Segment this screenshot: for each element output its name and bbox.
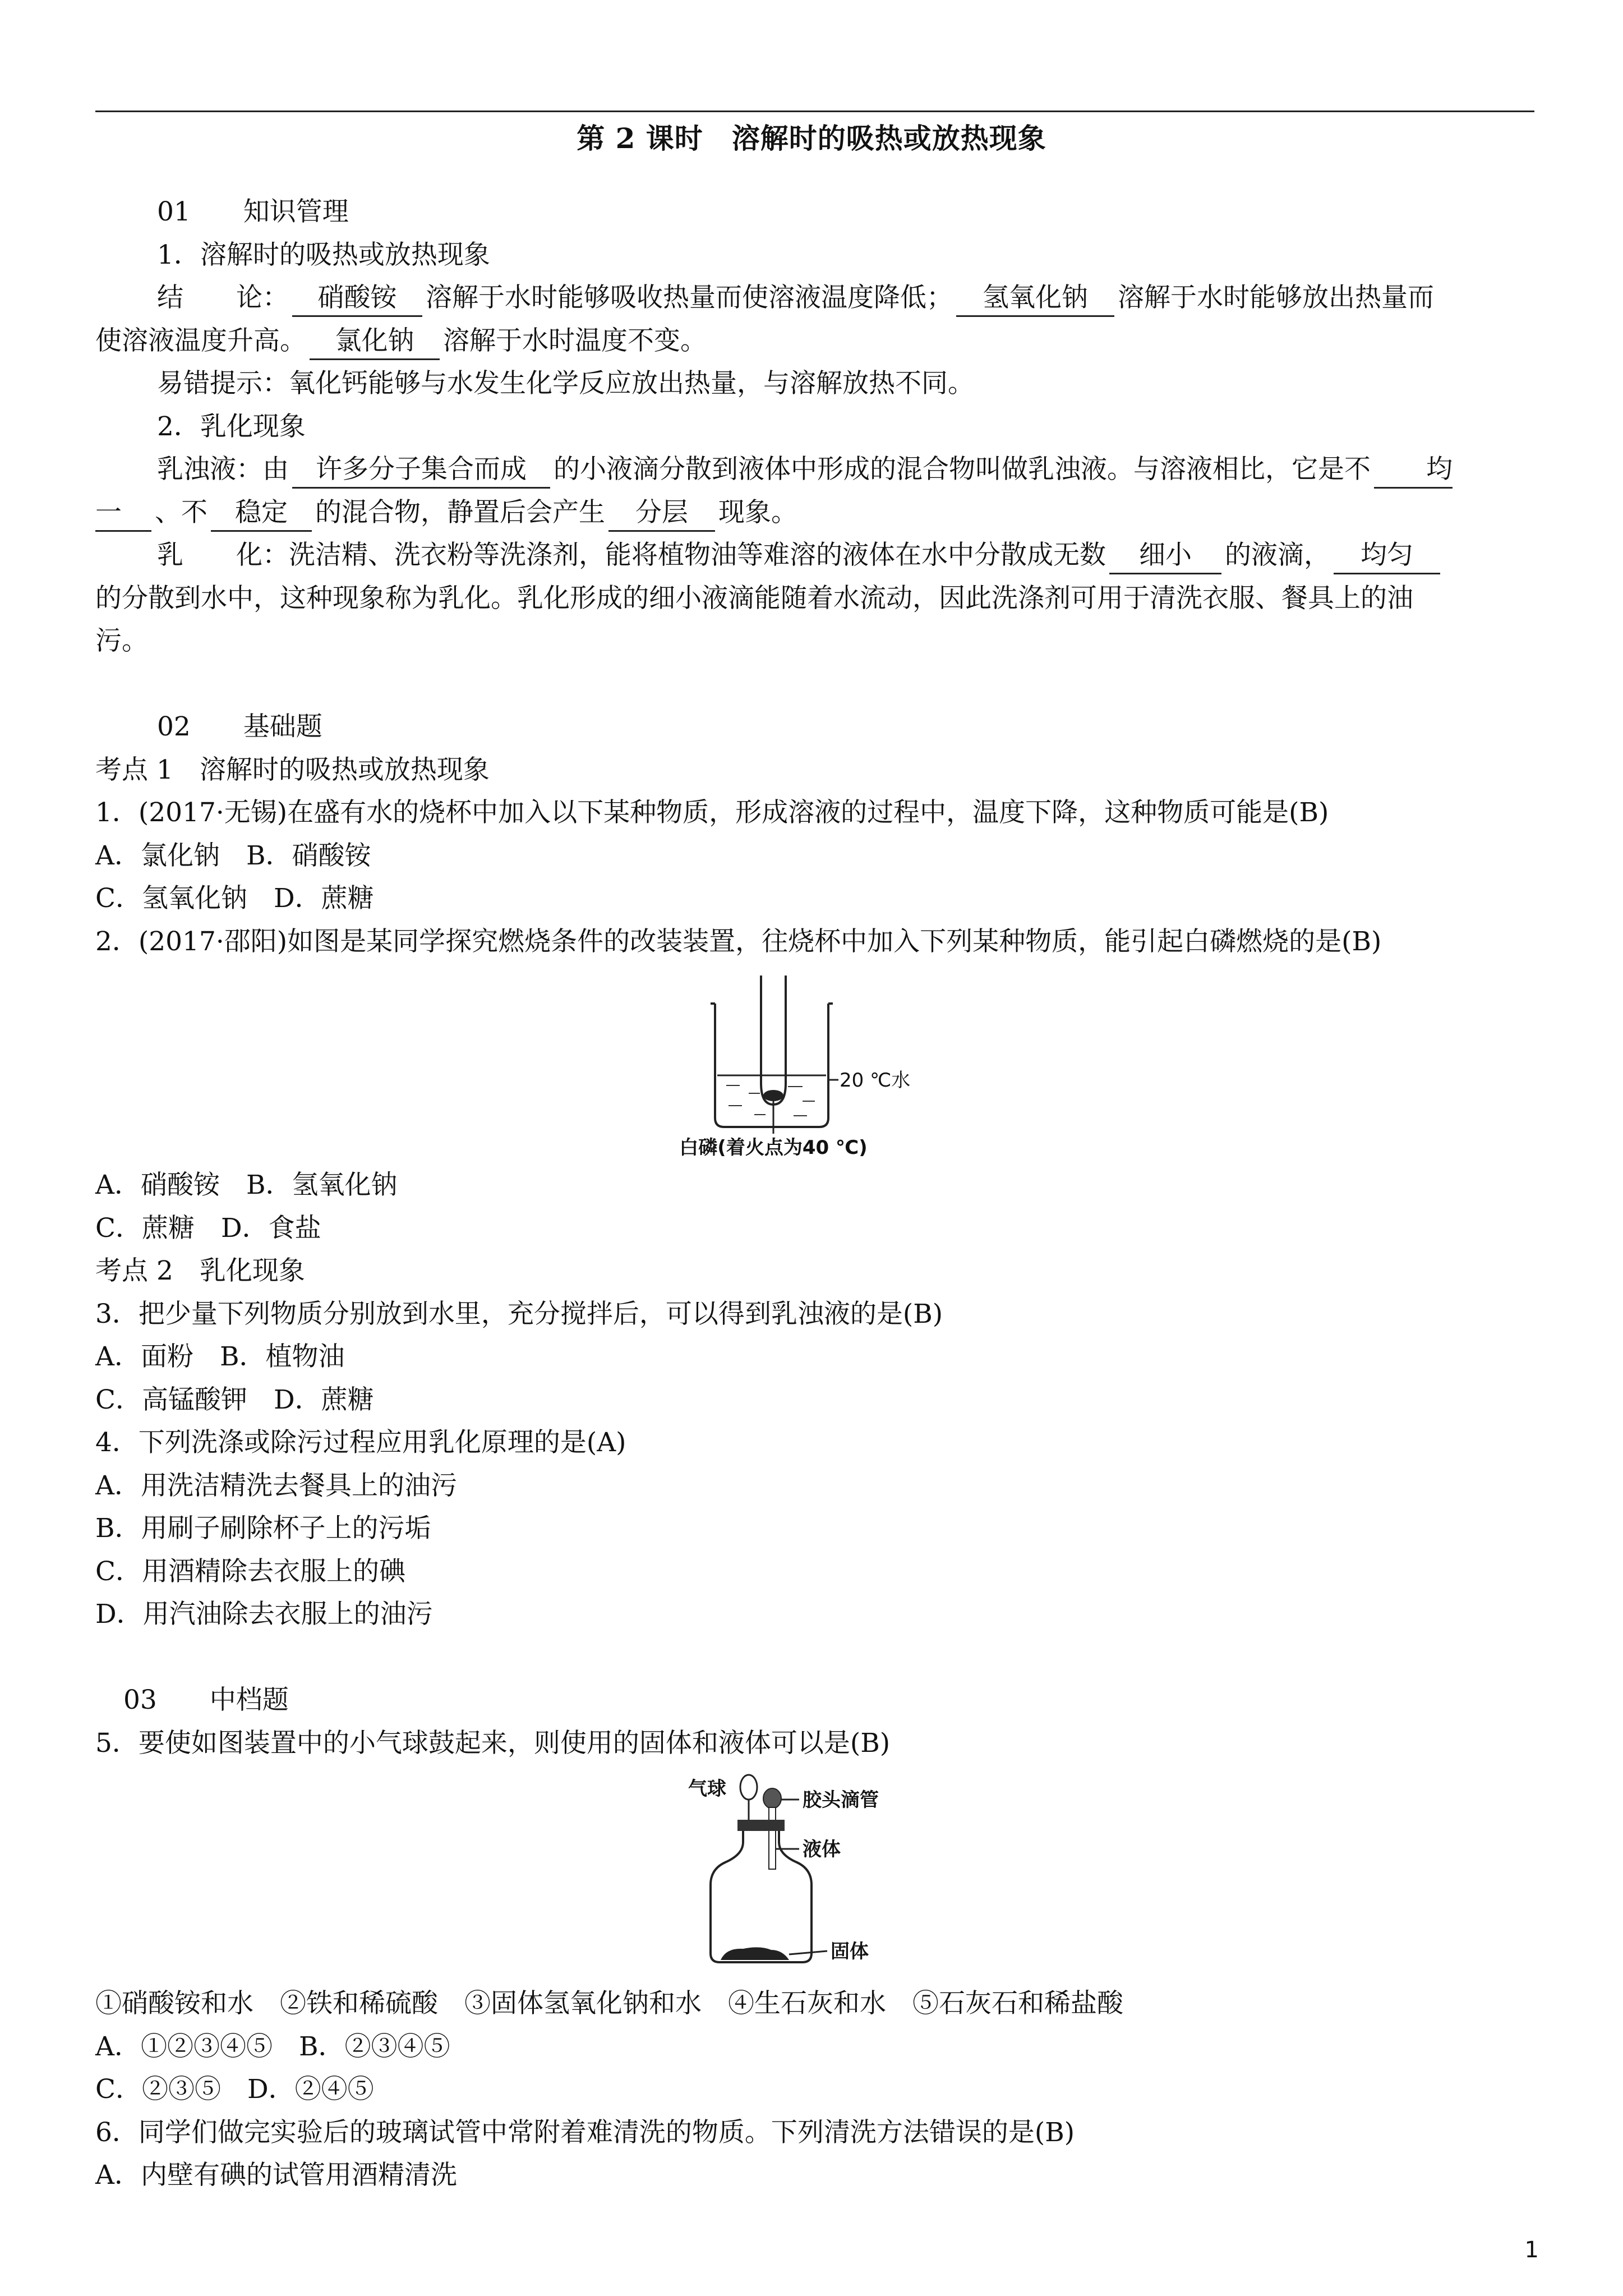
blank-answer: 硝酸铵: [292, 280, 422, 317]
pointer-line: [789, 1951, 827, 1954]
emulsification-line-2: 的分散到水中，这种现象称为乳化。乳化形成的细小液滴能随着水流动，因此洗涤剂可用于清洗衣服、餐具上的油: [95, 582, 1413, 614]
question-1: 1．(2017·无锡)在盛有水的烧杯中加入以下某种物质，形成溶液的过程中，温度下降，这种物质可能是(B): [95, 797, 1329, 828]
figure-flask: [95, 1773, 1537, 1975]
text-span: 洗洁精、洗衣粉等洗涤剂，能将植物油等难溶的液体在水中分散成无数: [289, 540, 1106, 570]
text-span: 的混合物，静置后会产生: [315, 496, 605, 528]
blank-answer: 均: [1374, 452, 1453, 489]
knowledge-heading-1: 1．溶解时的吸热或放热现象: [157, 239, 490, 270]
liquid-label: 液体: [803, 1838, 841, 1861]
dropper-bulb: [763, 1788, 781, 1809]
question-5-options-ab: A．①②③④⑤ B．②③④⑤: [95, 2031, 450, 2062]
test-tube: [761, 976, 786, 1105]
question-2-options-cd: C．蔗糖 D．食盐: [95, 1212, 321, 1244]
beaker-diagram: [670, 971, 962, 1156]
question-1-options-cd: C．氢氧化钠 D．蔗糖: [95, 883, 374, 914]
question-5: 5．要使如图装置中的小气球鼓起来，则使用的固体和液体可以是(B): [95, 1727, 891, 1759]
page-title: 第 2 课时 溶解时的吸热或放热现象: [577, 122, 1046, 155]
blank-answer: 氯化钠: [310, 324, 440, 360]
text-span: 现象。: [718, 496, 797, 528]
question-4-option-d: D．用汽油除去衣服上的油污: [95, 1599, 433, 1630]
dropper-tube: [769, 1807, 776, 1869]
knowledge-point-2: 考点 2 乳化现象: [95, 1255, 305, 1286]
blank-answer: 许多分子集合而成: [292, 452, 550, 489]
text-span: 溶解于水时能够吸收热量而使溶液温度降低；: [426, 282, 953, 313]
spacer: [95, 663, 1537, 706]
text-span: 乳 化：: [157, 540, 289, 570]
emulsification-line-3: 污。: [95, 625, 148, 656]
question-2-options-ab: A．硝酸铵 B．氢氧化钠: [95, 1170, 398, 1200]
text-span: 的液滴，: [1225, 540, 1330, 570]
section-knowledge-heading: 01 知识管理: [157, 196, 349, 227]
blank-answer: 分层: [608, 495, 715, 532]
text-span: 、不: [155, 496, 208, 528]
emulsion-def-line-2: [95, 491, 1537, 535]
stopper: [737, 1820, 785, 1831]
balloon: [740, 1775, 757, 1800]
question-3: 3．把少量下列物质分别放到水里，充分搅拌后，可以得到乳浊液的是(B): [95, 1298, 943, 1329]
blank-answer: 稳定: [211, 495, 312, 532]
flask-diagram: [659, 1773, 973, 1975]
text-span: 溶解于水时能够放出热量而: [1118, 282, 1434, 313]
question-6: 6．同学们做完实验后的玻璃试管中常附着难清洗的物质。下列清洗方法错误的是(B): [95, 2116, 1075, 2148]
question-4-option-a: A．用洗洁精洗去餐具上的油污: [95, 1470, 457, 1501]
text-span: 乳浊液：由: [157, 454, 289, 485]
emulsion-def-line: [95, 448, 1537, 491]
text-span: 使溶液温度升高。: [95, 325, 306, 356]
blank-answer: 氢氧化钠: [956, 280, 1114, 317]
conclusion-label: 结 论：: [157, 282, 289, 313]
question-5-options-cd: C．②③⑤ D．②④⑤: [95, 2074, 374, 2105]
blank-answer: 细小: [1109, 538, 1221, 574]
header-rule: [95, 111, 1534, 112]
text-span: 的小液滴分散到液体中形成的混合物叫做乳浊液。与溶液相比，它是不: [554, 454, 1371, 485]
question-4: 4．下列洗涤或除污过程应用乳化原理的是(A): [95, 1427, 626, 1458]
figure-beaker: [95, 971, 1537, 1156]
question-3-options-cd: C．高锰酸钾 D．蔗糖: [95, 1384, 374, 1415]
blank-answer: 均匀: [1334, 538, 1440, 574]
knowledge-heading-2: 2．乳化现象: [157, 411, 306, 442]
knowledge-point-1: 考点 1 溶解时的吸热或放热现象: [95, 754, 490, 785]
spacer: [95, 1636, 1537, 1680]
question-5-choices: ①硝酸铵和水 ②铁和稀硫酸 ③固体氢氧化钠和水 ④生石灰和水 ⑤石灰石和稀盐酸: [95, 1988, 1123, 2019]
bottle-outline: [711, 1831, 811, 1962]
solid-label: 固体: [831, 1940, 869, 1963]
page-content: [95, 191, 1537, 2197]
text-span: 溶解于水时温度不变。: [443, 325, 707, 356]
solid: [721, 1947, 789, 1960]
section-basic-heading: 02 基础题: [157, 711, 322, 742]
question-4-option-b: B．用刷子刷除杯子上的污垢: [95, 1513, 431, 1544]
white-phosphorus: [763, 1090, 783, 1101]
question-3-options-ab: A．面粉 B．植物油: [95, 1341, 345, 1372]
water-label: 20 ℃水: [840, 1069, 911, 1092]
section-medium-heading: 03 中档题: [123, 1685, 289, 1715]
conclusion-line: [95, 277, 1537, 320]
blank-answer: 一: [95, 495, 151, 532]
question-6-option-a: A．内壁有碘的试管用酒精清洗: [95, 2160, 457, 2191]
question-1-options-ab: A．氯化钠 B．硝酸铵: [95, 840, 371, 871]
page-number: 1: [1524, 2237, 1539, 2263]
emulsification-line: [95, 534, 1537, 577]
balloon-label: 气球: [688, 1778, 726, 1800]
conclusion-line-2: [95, 320, 1537, 363]
phosphorus-caption: 白磷(着火点为40 ℃): [679, 1137, 868, 1156]
error-tip: 易错提示：氧化钙能够与水发生化学反应放出热量，与溶解放热不同。: [157, 368, 974, 399]
dropper-label: 胶头滴管: [803, 1789, 879, 1811]
question-2: 2．(2017·邵阳)如图是某同学探究燃烧条件的改装装置，往烧杯中加入下列某种物质，能引起白磷燃烧的是(B): [95, 926, 1382, 957]
question-4-option-c: C．用酒精除去衣服上的碘: [95, 1556, 405, 1587]
beaker-outline: [715, 1004, 828, 1127]
